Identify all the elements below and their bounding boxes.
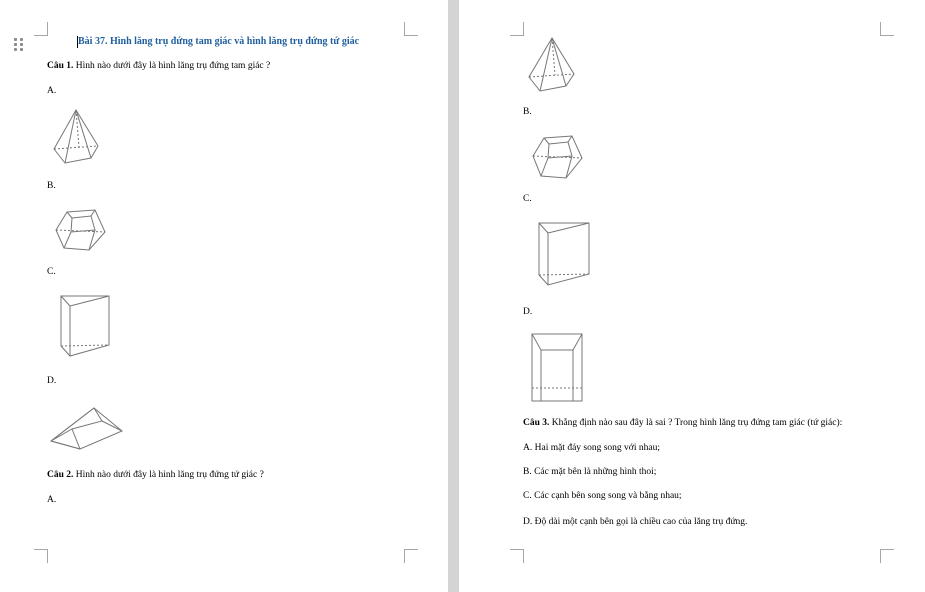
pyramid-icon (53, 109, 99, 165)
pentagonal-prism-icon (55, 208, 107, 252)
option-b: B. (523, 107, 532, 117)
document-page-right[interactable] (459, 0, 925, 592)
margin-mark (880, 549, 894, 563)
answer-c: C. Các cạnh bên song song và bằng nhau; (523, 491, 682, 501)
option-d: D. (523, 307, 533, 317)
document-page-left[interactable] (0, 0, 448, 592)
question-label: Câu 2. (47, 470, 74, 480)
option-d: D. (47, 376, 57, 386)
margin-mark (34, 22, 48, 36)
question-text: Hình nào dưới đây là hình lăng trụ đứng tam giác ? (73, 61, 271, 71)
margin-mark (510, 549, 524, 563)
triangular-prism-icon (60, 294, 112, 358)
margin-mark (34, 549, 48, 563)
answer-b: B. Các mặt bên là những hình thoi; (523, 467, 657, 477)
option-a: A. (47, 86, 57, 96)
page-gutter (448, 0, 459, 592)
pyramid-icon (528, 37, 576, 93)
margin-mark (404, 22, 418, 36)
option-b: B. (47, 181, 56, 191)
rectangular-prism-icon (531, 333, 585, 403)
drag-handle-icon[interactable] (14, 38, 24, 52)
slanted-prism-icon (50, 405, 124, 453)
question-text: Khẳng định nào sau đây là sai ? Trong hình lăng trụ đứng tam giác (tứ giác): (549, 418, 843, 428)
answer-a: A. Hai mặt đáy song song với nhau; (523, 443, 660, 453)
margin-mark (510, 22, 524, 36)
margin-mark (880, 22, 894, 36)
pentagonal-prism-icon (532, 134, 584, 180)
question-label: Câu 3. (523, 418, 550, 428)
lesson-title: Bài 37. Hình lăng trụ đứng tam giác và hình lăng trụ đứng tứ giác (78, 36, 360, 47)
option-c: C. (523, 194, 532, 204)
question-text: Hình nào dưới đây là hình lăng trụ đứng tứ giác ? (73, 470, 264, 480)
question-1 (47, 60, 270, 72)
option-c: C. (47, 267, 56, 277)
option-a: A. (47, 495, 57, 505)
triangular-prism-icon (538, 221, 592, 287)
question-2 (47, 469, 264, 481)
question-label: Câu 1. (47, 61, 74, 71)
margin-mark (404, 549, 418, 563)
answer-d: D. Độ dài một cạnh bên gọi là chiều cao của lăng trụ đứng. (523, 517, 748, 527)
question-3 (523, 417, 842, 429)
